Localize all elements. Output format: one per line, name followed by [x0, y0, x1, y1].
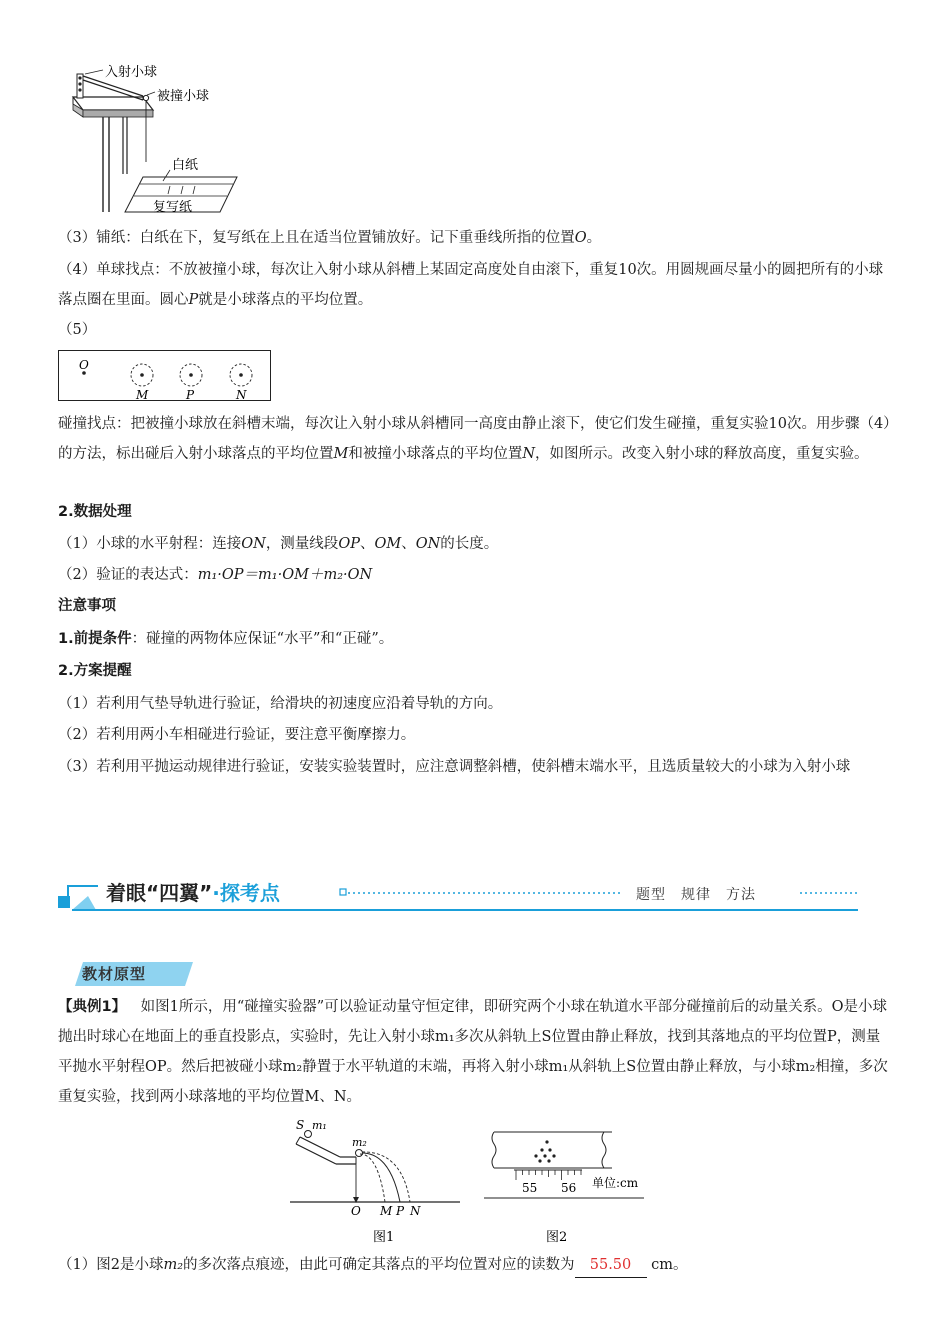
point-p-label: P — [186, 388, 195, 402]
figure-1 — [290, 1115, 460, 1250]
data-heading: 2.数据处理 — [58, 504, 132, 520]
fig2-caption: 图2 — [546, 1230, 568, 1245]
fig1-caption: 图1 — [373, 1230, 395, 1245]
label-incident-ball: 入射小球 — [105, 65, 158, 80]
data-line-2: （2）验证的表达式：m₁·OP＝m₁·OM＋m₂·ON — [58, 567, 373, 583]
fig2-tick-55: 55 — [522, 1181, 538, 1195]
fig1-s-label: S — [296, 1118, 305, 1132]
note-2-1: （1）若利用气垫导轨进行验证，给滑块的初速度应沿着导轨的方向。 — [58, 696, 503, 712]
point-o-label: O — [79, 358, 89, 372]
fig1-p-label: P — [396, 1204, 405, 1218]
example-paragraph: 【典例1】 如图1所示，用“碰撞实验器”可以验证动量守恒定律，即研究两个小球在轨道水平部分碰撞前后的动量关系。O是小球抛出时球心在地面上的垂直投影点，实验时，先让入射小球m₁多次从斜轨上S位置由静止释放，找到其落地点的平均位置P，测量平抛水平射程OP。然后把被碰小球m₂静置于水平轨道的末端，再将入射小球m₁从斜轨上S位置由静止释放，与小球m₂相撞，多次重复实验，找到两小球落地的平均位置M、N。 — [58, 999, 888, 1105]
note-2-heading: 2.方案提醒 — [58, 663, 132, 679]
label-target-ball: 被撞小球 — [157, 89, 210, 104]
notes-heading: 注意事项 — [58, 598, 116, 614]
fig1-n-label: N — [410, 1204, 421, 1218]
fig2-unit: 单位:cm — [592, 1176, 639, 1190]
note-1: 1.前提条件：碰撞的两物体应保证“水平”和“正碰”。 — [58, 631, 394, 647]
point-n-label: N — [236, 388, 247, 402]
point-m-label: M — [136, 388, 149, 402]
section-tag: 教材原型 — [82, 965, 147, 983]
fig2-tick-56: 56 — [561, 1181, 577, 1195]
data-line-1: （1）小球的水平射程：连接ON，测量线段OP、OM、ON的长度。 — [58, 536, 499, 552]
note-2-2: （2）若利用两小车相碰进行验证，要注意平衡摩擦力。 — [58, 727, 416, 743]
banner-title: 着眼“四翼”·探考点 — [106, 881, 280, 905]
example-label: 【典例1】 — [58, 999, 127, 1015]
note-2-3: （3）若利用平抛运动规律进行验证，安装实验装置时，应注意调整斜槽，使斜槽末端水平，且选质量较大的小球为入射小球 — [58, 759, 851, 775]
collision-paragraph: 碰撞找点：把被撞小球放在斜槽末端，每次让入射小球从斜槽同一高度由静止滚下，使它们发生碰撞，重复实验10次。用步骤（4）的方法，标出碰后入射小球落点的平均位置M和被撞小球落点的平均位置N，如图所示。改变入射小球的释放高度，重复实验。 — [58, 416, 891, 462]
formula: m₁·OP＝m₁·OM＋m₂·ON — [197, 567, 373, 583]
figure-2 — [484, 1128, 664, 1252]
step-3: （3）铺纸：白纸在下，复写纸在上且在适当位置铺放好。记下重垂线所指的位置O。 — [58, 230, 602, 246]
label-carbon-paper: 复写纸 — [153, 200, 193, 215]
banner-tags: 题型 规律 方法 — [636, 887, 756, 903]
fig1-o-label: O — [351, 1204, 361, 1218]
apparatus-figure — [55, 62, 255, 222]
fig1-m1-label: m₁ — [312, 1119, 327, 1132]
landing-points-diagram — [58, 350, 272, 402]
fig1-m2-label: m₂ — [352, 1136, 367, 1149]
label-white-paper: 白纸 — [172, 158, 199, 173]
fig1-m-label: M — [380, 1204, 393, 1218]
answer-blank: 55.50 — [575, 1253, 647, 1278]
question-1: （1）图2是小球m₂的多次落点痕迹，由此可确定其落点的平均位置对应的读数为 55.50 cm。 — [58, 1253, 688, 1278]
step-4: （4）单球找点：不放被撞小球，每次让入射小球从斜槽上某固定高度处自由滚下，重复10次。用圆规画尽量小的圆把所有的小球落点圈在里面。圆心P就是小球落点的平均位置。 — [58, 262, 884, 308]
step-5: （5） — [58, 322, 97, 338]
